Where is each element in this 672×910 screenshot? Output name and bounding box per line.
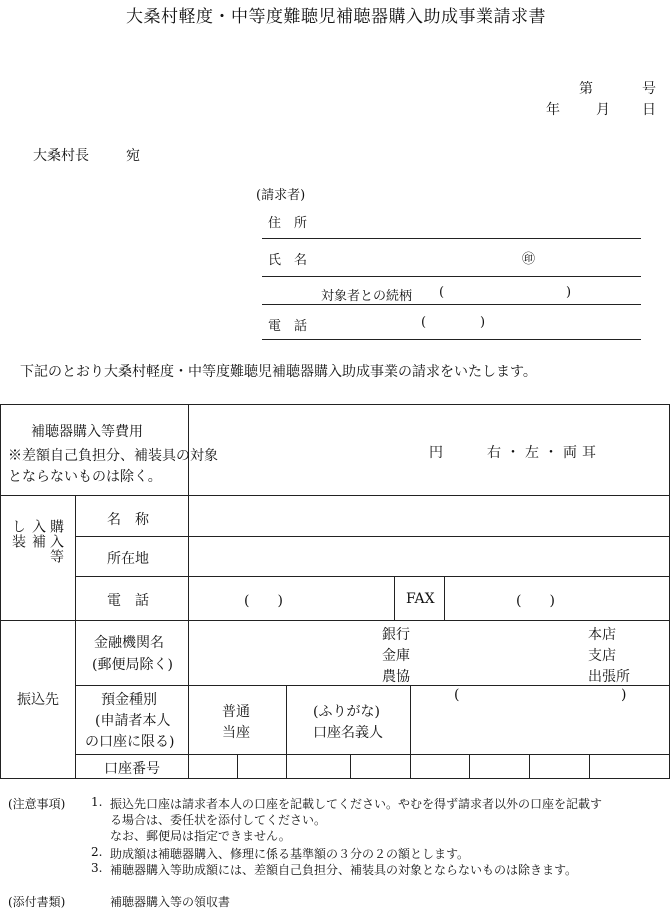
holder-close-paren: ) (621, 687, 627, 703)
vendor-phone-label: 電 話 (107, 593, 149, 609)
vendor-vertical-col-2: 入補 (30, 519, 46, 549)
fax-paren: ( ) (516, 593, 555, 609)
doc-number-dai: 第 (579, 81, 593, 97)
bank-note: (郵便局除く) (92, 657, 173, 673)
account-box-divider (286, 754, 287, 778)
cost-label: 補聴器購入等費用 (31, 424, 143, 440)
col-divider-holder (410, 685, 411, 754)
claim-table (0, 404, 670, 779)
col-divider-deposit (286, 685, 287, 754)
claimant-address-label: 住 所 (268, 216, 308, 231)
account-box-divider (350, 754, 351, 778)
account-box-divider (589, 754, 590, 778)
ear-selection: 右・左・両耳 (487, 445, 601, 461)
branch-type-main: 本店 (588, 627, 616, 643)
note-1-line-3: なお、郵便局は指定できません。 (110, 829, 291, 843)
relation-open-paren: ( (439, 285, 445, 300)
branch-type-branch: 支店 (588, 648, 616, 664)
claimant-phone-label: 電 話 (268, 319, 308, 334)
note-1-number: 1. (91, 795, 103, 809)
col-divider-left (75, 495, 76, 778)
doc-number-go: 号 (642, 81, 656, 97)
addressee-name: 大桑村長 (33, 148, 89, 164)
cost-note-2: とならないものは除く。 (8, 469, 162, 485)
account-box-divider (529, 754, 530, 778)
col-divider-label (188, 495, 189, 778)
row-divider-deposit (75, 754, 669, 755)
date-day: 日 (642, 102, 656, 118)
vendor-vertical-col-1: 購入等 (48, 519, 64, 564)
claimant-heading: (請求者) (256, 188, 306, 203)
claimant-name-label: 氏 名 (268, 253, 308, 268)
note-1-line-2: る場合は、委任状を添付してください。 (110, 813, 327, 827)
vendor-name-label: 名 称 (107, 512, 149, 528)
holder-open-paren: ( (454, 687, 460, 703)
col-divider-fax-right (444, 576, 445, 620)
cost-yen: 円 (429, 445, 443, 461)
row-divider-vendor (1, 620, 669, 621)
deposit-note-2: の口座に限る) (85, 734, 175, 750)
row-divider-vendor-name (75, 536, 669, 537)
bank-label: 金融機関名 (94, 635, 164, 651)
note-3-number: 3. (91, 861, 103, 875)
claimant-phone-line (262, 339, 641, 340)
row-divider-bank (75, 685, 669, 686)
seal-mark: ㊞ (522, 252, 536, 267)
claimant-name-line (262, 276, 641, 277)
relation-label: 対象者との続柄 (321, 289, 413, 304)
account-number-label: 口座番号 (104, 761, 160, 777)
vendor-phone-paren: ( ) (244, 593, 283, 609)
attachment-text: 補聴器購入等の領収書 (110, 895, 231, 909)
deposit-label: 預金種別 (101, 692, 157, 708)
bank-type-nokyo: 農協 (382, 669, 410, 685)
row-divider-vendor-address (75, 576, 669, 577)
claimant-phone-open: ( (421, 315, 427, 330)
note-2-line-1: 助成額は補聴器購入、修理に係る基準額の３分の２の額とします。 (110, 847, 470, 861)
vendor-vertical-col-3: し装 (10, 519, 26, 549)
cost-note-1: ※差額自己負担分、補装具の対象 (8, 448, 218, 464)
vendor-address-label: 所在地 (107, 551, 149, 567)
relation-close-paren: ) (566, 285, 572, 300)
fax-label: FAX (406, 591, 435, 607)
note-3-line-1: 補聴器購入等助成額には、差額自己負担分、補装具の対象とならないものは除きます。 (110, 863, 578, 877)
addressee-suffix: 宛 (126, 148, 140, 164)
account-box-divider (237, 754, 238, 778)
attachment-heading: (添付書類) (8, 895, 66, 909)
bank-type-shinkin: 金庫 (382, 648, 410, 664)
request-statement: 下記のとおり大桑村軽度・中等度難聴児補聴器購入助成事業の請求をいたします。 (20, 364, 537, 380)
transfer-label: 振込先 (17, 692, 59, 708)
date-year: 年 (546, 102, 560, 118)
relation-line (262, 304, 641, 305)
deposit-type-ordinary: 普通 (222, 704, 250, 720)
deposit-note-1: (申請者本人 (95, 713, 171, 729)
account-box-divider (469, 754, 470, 778)
branch-type-office: 出張所 (588, 669, 630, 685)
furigana-label: (ふりがな) (313, 704, 380, 720)
claimant-phone-close: ) (480, 315, 486, 330)
notes-heading: (注意事項) (8, 797, 66, 811)
note-1-line-1: 振込先口座は請求者本人の口座を記載してください。やむを得ず請求者以外の口座を記載す (110, 797, 603, 811)
deposit-type-current: 当座 (222, 725, 250, 741)
bank-type-bank: 銀行 (382, 627, 410, 643)
account-holder-label: 口座名義人 (313, 725, 383, 741)
claimant-address-line (262, 238, 641, 239)
account-box-divider (410, 754, 411, 778)
date-month: 月 (596, 102, 610, 118)
row-divider-cost (1, 495, 669, 496)
note-2-number: 2. (91, 845, 103, 859)
document-title: 大桑村軽度・中等度難聴児補聴器購入助成事業請求書 (126, 7, 546, 27)
col-divider-fax-left (394, 576, 395, 620)
